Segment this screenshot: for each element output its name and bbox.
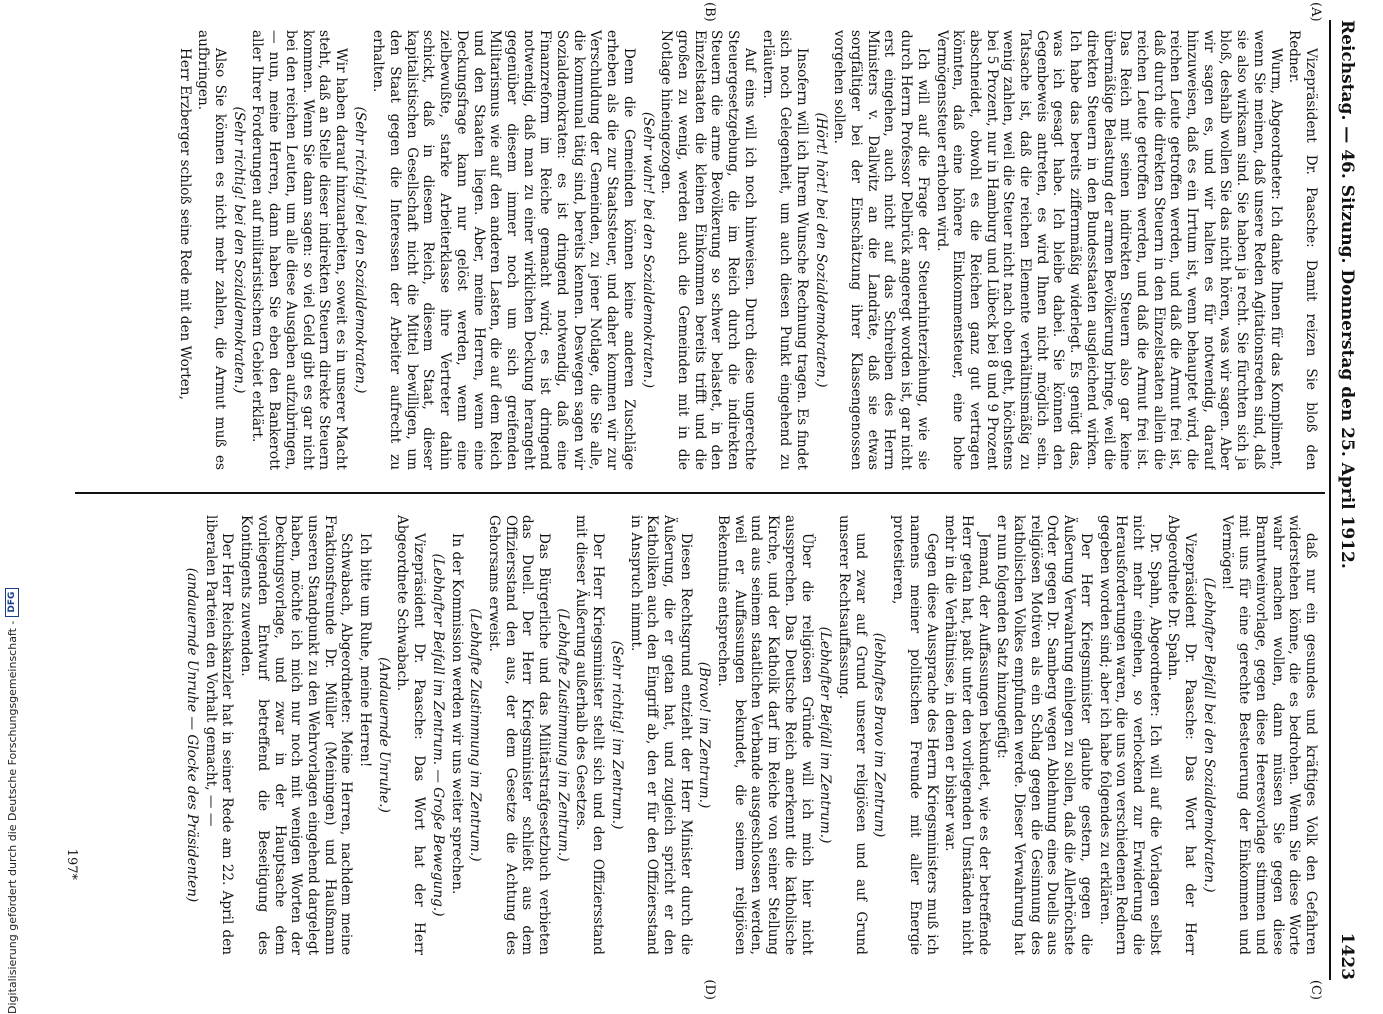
rotated-document-page bbox=[37, 0, 1377, 1000]
paragraph: Insofern will ich Ihrem Wunsche Rechnung tragen. Es findet sich noch Gelegenheit, um auch diesen Punkt eingehend zu erläutern. bbox=[760, 30, 810, 470]
paragraph: Vizepräsident Dr. Paasche: Das Wort hat der Herr Abgeordnete Schwabach. bbox=[394, 515, 428, 955]
paragraph: (Lebhafter Beifall im Zentrum. — Große Bewegung.) bbox=[429, 553, 446, 917]
paragraph: (Andauernde Unruhe.) bbox=[375, 657, 392, 813]
paragraph: (Lebhafter Beifall bei den Sozialdemokraten.) bbox=[1200, 577, 1217, 893]
page-header bbox=[1337, 20, 1363, 980]
paragraph: (Bravo! im Zentrum.) bbox=[696, 661, 713, 809]
paragraph: (Sehr richtig! im Zentrum.) bbox=[608, 640, 625, 830]
paragraph: Der Herr Reichskanzler hat in seiner Rede am 22. April den liberalen Parteien den Vorhalt gemacht, — — bbox=[202, 515, 236, 955]
paragraph: Über die religiösen Gründe will ich mich hier nicht aussprechen. Das Deutsche Reich anerkennt die katholische Kirche, und der Katholik darf im Reiche von seiner Stellung und aus seinem staatlichen Verbande ausgeschlossen werden, weil er Auffassungen bekundet, die seinem religiösen Bekenntnis entsprechen. bbox=[715, 515, 815, 955]
paragraph: (lebhaftes Bravo im Zentrum) bbox=[871, 632, 888, 838]
margin-marker-d: (D) bbox=[702, 979, 717, 1000]
paragraph: Das Bürgerliche und das Militärstrafgesetzbuch verbieten das Duell. Der Herr Kriegsminister schließt aus dem Offiziersstand den aus, der dem Gesetze die Achtung des Gehorsams erweist. bbox=[485, 515, 553, 955]
paragraph: (Lebhafter Beifall im Zentrum.) bbox=[817, 626, 834, 844]
credit-text: Digitalisierung gefördert durch die Deutsche Forschungsgemeinschaft - bbox=[5, 620, 19, 1014]
paragraph: Denn die Gemeinden können keine anderen Zuschläge erheben als die zur Staatssteuer, und daher kommen wir zur Verschuldung der Gemeinden, zu jener Notlage, die Sie alle, die kommunal tätig sind, bereits kennen. Deswegen sagen wir Sozialdemokraten: es ist dringend notwendig, daß eine Finanzreform im Reiche gemacht wird; es ist dringend notwendig, daß man zu einer wirklichen Deckung herangeht gegenüber diesem immer noch um sich greifenden Militarismus wie auf den anderen Lasten, die auf dem Reich und den Staaten liegen. Aber, meine Herren, wenn eine Deckungsfrage kann nur gelöst werden, wenn eine zielbewußte, starke Arbeiterklasse ihre Vertreter dahin schickt, daß in diesem Reich, diesem Staat, dieser kapitalistischen Gesellschaft nicht die Mittel bewilligen, um den Staat gegen die Interessen der Arbeiter aufrecht zu erhalten. bbox=[370, 30, 637, 470]
paragraph: In der Kommission werden wir uns weiter sprechen. bbox=[448, 533, 465, 895]
paragraph: Vizepräsident Dr. Paasche: Das Wort hat der Herr Abgeordnete Dr. Spahn. bbox=[1165, 515, 1199, 955]
paragraph: Also Sie können es nicht mehr zahlen, die Armut muß es aufbringen. bbox=[195, 30, 228, 470]
paragraph: Auf eins will ich noch hinweisen. Durch diese ungerechte Steuergesetzgebung, die im Reich durch die indirekten Steuern die arme Bevölkerung so schwer belastet, in den Einzelstaaten die kleinen Einkommen bereits trifft und die großen zu wenig, werden auch die Gemeinden mit in die Notlage hineingezogen. bbox=[658, 30, 758, 470]
margin-marker-b: (B) bbox=[702, 2, 717, 22]
paragraph: (Sehr richtig! bei den Sozialdemokraten.) bbox=[351, 106, 368, 394]
paragraph: Gegen diese Aussprache des Herrn Kriegsministers muß ich namens meiner politischen Freunde mit aller Energie protestieren, bbox=[890, 515, 940, 955]
header-rule bbox=[1329, 20, 1331, 980]
right-text-column bbox=[89, 515, 1319, 955]
paragraph: (Lebhafte Zustimmung im Zentrum.) bbox=[554, 608, 571, 862]
paragraph: Wurm, Abgeordneter: Ich danke Ihnen für das Kompliment, wenn Sie meinen, daß unsere Reden Agitationsreden sind, daß sie also wirksam sind. Sie haben ja recht. Sie fürchten sich ja bloß, deshalb wollen Sie das nicht hören, was wir sagen. Aber wir sagen es, und wir halten es für notwendig, darauf hinzuweisen, daß es ein Irrtum ist, wenn behauptet wird, die reichen Leute getroffen werden, und daß die Armut frei ist, daß durch die direkten Steuern in den Einzelstaaten allein die reichen Leute getroffen werden, und daß die Armut frei ist. Das Reich mit seinen indirekten Steuern also gar keine übermäßige Belastung der armen Bevölkerung bringe, weil die direkten Steuern in den Bundesstaaten ausgleichend wirken. Ich habe das bereits ziffernmäßig widerlegt. Es genügt das, was ich gesagt habe. Ich bleibe dabei. Sie können den Gegenbeweis antreten, es wird Ihnen nicht möglich sein. Tatsache ist, daß die reichen Elemente verhältnismäßig zu wenig zahlen, weil die Steuer nicht nach oben geht, höchstens bei 5 Prozent, nur in Hamburg und Lübeck bei 8 und 9 Prozent abschneidet, obwohl es die Reichen ganz gut vertragen könnten, daß eine höhere Einkommensteuer, eine hohe Vermögenssteuer erhoben wird. bbox=[933, 30, 1284, 470]
header-title: Reichstag. — 46. Sitzung. Donnerstag den 25. April 1912. bbox=[1337, 20, 1357, 569]
paragraph: daß nur ein gesundes und kräftiges Volk den Gefahren widerstehen könne, die es bedrohen. Wenn Sie diese Worte wahr machen wollen, dann müssen Sie gegen diese Branntweinvorlage, gegen diese Heeresvorlage stimmen und mit uns für eine gerechte Besteuerung der Einkommen und Vermögen! bbox=[1219, 515, 1319, 955]
left-text-column bbox=[89, 30, 1319, 470]
paragraph: (Sehr wahr! bei den Sozialdemokraten.) bbox=[639, 111, 656, 389]
paragraph: (Sehr richtig! bei den Sozialdemokraten.) bbox=[230, 106, 247, 394]
paragraph: (andauernde Unruhe — Glocke des Präsidenten) bbox=[184, 567, 200, 903]
paragraph: (Lebhafte Zustimmung im Zentrum.) bbox=[467, 608, 484, 862]
paragraph: (Hört! hört! bei den Sozialdemokraten.) bbox=[812, 112, 829, 388]
paragraph: Dr. Spahn, Abgeordneter: Ich will auf die Vorlagen selbst nicht mehr eingehen, so verlockend zur Erwiderung die Herausforderungen waren, die uns von verschiedenen Rednern gegeben worden sind; aber ich habe folgendes zu erklären. bbox=[1096, 515, 1163, 955]
paragraph: Diesen Rechtsgrund entzieht der Herr Minister durch die Äußerung, die er getan hat, und zugleich spricht er den Katholiken auch den Eingriff ab, den er für den Offiziersstand in Anspruch nimmt. bbox=[627, 515, 694, 955]
column-divider bbox=[75, 492, 1325, 494]
paragraph: Der Herr Kriegsminister glaubte gestern, gegen die Äußerung Verwahrung einlegen zu sollen, daß die Allerhöchste Order gegen Dr. Samberg wegen Ablehnung eines Duells aus religiösen Motiven als ein Schlag gegen die Gesinnung des katholischen Volkes empfunden werde. Dieser Verwahrung hat er nun folgenden Satz hinzugefügt: bbox=[994, 515, 1094, 955]
paragraph: Vizepräsident Dr. Paasche: Damit reizen Sie bloß den Redner. bbox=[1286, 30, 1319, 470]
paragraph: und zwar auf Grund unserer religiösen und auf Grund unserer Rechtsauffassung. bbox=[836, 515, 869, 955]
paragraph: Wir haben darauf hinzuarbeiten, soweit es in unserer Macht steht, daß an Stelle dieser indirekten Steuern direkte Steuern kommen. Wenn Sie dann sagen: so viel Geld gibt es gar nicht bei den reichen Leuten, um alle diese Ausgaben aufzubringen, — nun, meine Herren, dann haben Sie eben den Bankerott aller Ihrer Forderungen auf militaristischem Gebiet erklärt. bbox=[249, 30, 349, 470]
paragraph: Jemand, der Auffassungen bekundet, wie es der betreffende Herr getan hat, paßt unter den vorliegenden Umständen nicht mehr in die Verhältnisse, in denen er bisher war. bbox=[942, 515, 992, 955]
page-number: 1423 bbox=[1337, 932, 1357, 980]
paragraph: Ich will auf die Frage der Steuerhinterziehung, wie sie durch Herrn Professor Delbrück angeregt worden ist, gar nicht erst eingehen, auch nicht auf das Schreiben des Herrn Ministers v. Dallwitz an die Landräte, daß sie etwas sorgfältiger bei der Einschätzung ihrer Klassengenossen vorgehen sollen. bbox=[831, 30, 931, 470]
margin-marker-c: (C) bbox=[1308, 979, 1323, 1000]
sheet-number: 197* bbox=[64, 848, 79, 880]
margin-marker-a: (A) bbox=[1308, 2, 1323, 22]
paragraph: Schwabach, Abgeordneter: Meine Herren, nachdem meine Fraktionsfreunde Dr. Müller (Meiningen) und Haußmann unseren Standpunkt zu den Wehrvorlagen eingehend dargelegt haben, möchte ich mich nur noch mit wenigen Worten der Deckungsvorlage, und zwar in der Hauptsache dem vorliegenden Entwurf betreffend die Beseitigung des Kontingents zuwenden. bbox=[238, 515, 355, 955]
paragraph: Der Herr Kriegsminister stellt sich und den Offiziersstand mit dieser Äußerung außerhalb des Gesetzes. bbox=[573, 515, 607, 955]
digitization-credit bbox=[4, 14, 20, 1014]
paragraph: Ich bitte um Ruhe, meine Herren! bbox=[357, 533, 374, 768]
paragraph: Herr Erzberger schloß seine Rede mit den Worten, bbox=[176, 48, 193, 400]
dfg-logo: DFG bbox=[5, 588, 19, 617]
